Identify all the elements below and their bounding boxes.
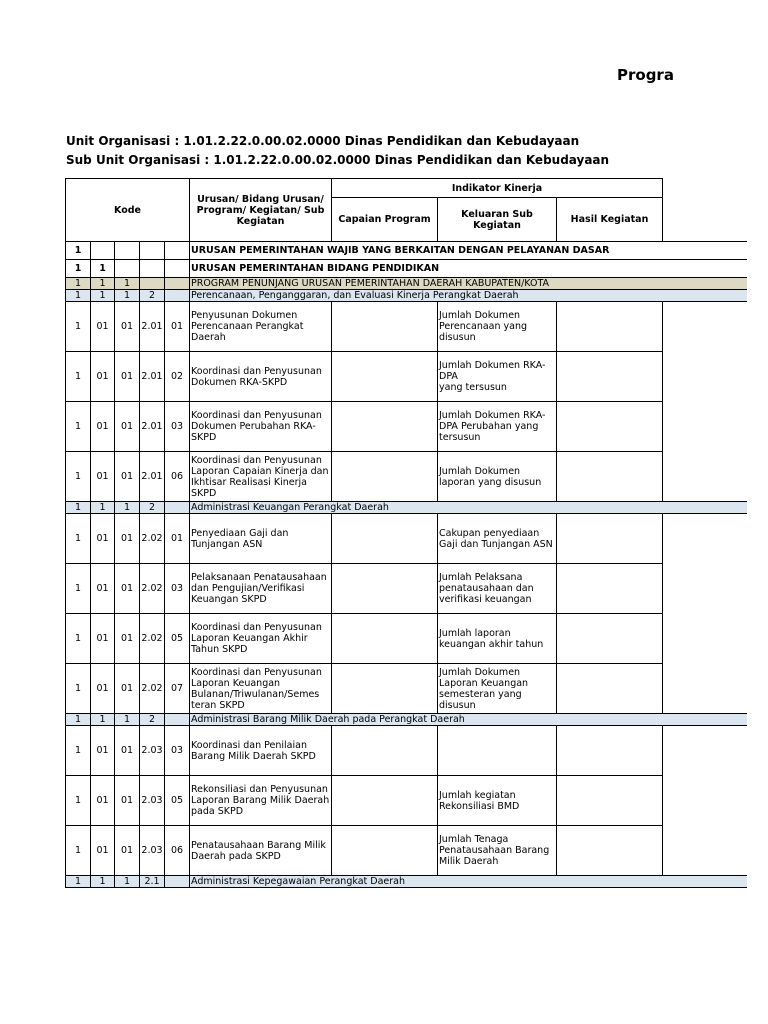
table-row-kegiatan [66, 776, 747, 826]
capaian-program-cell [332, 564, 438, 614]
hasil-kegiatan-cell [557, 664, 663, 714]
sub-kegiatan-name-cell: Penyusunan Dokumen Perencanaan Perangkat Daerah [190, 302, 332, 352]
header-urusan: Urusan/ Bidang Urusan/ Program/ Kegiatan/ Sub Kegiatan [190, 179, 332, 242]
keluaran-sub-kegiatan-cell: Cakupan penyediaan Gaji dan Tunjangan ASN [438, 514, 557, 564]
sub-kegiatan-name-cell: Koordinasi dan Penyusunan Dokumen RKA-SKPD [190, 352, 332, 402]
kode-program-cell: 01 [115, 352, 140, 402]
kode-kegiatan-cell: 2.01 [140, 402, 165, 452]
kode-urusan-cell: 1 [66, 242, 91, 260]
kode-urusan-cell: 1 [66, 502, 91, 514]
capaian-program-cell [332, 452, 438, 502]
kode-bidang-cell: 01 [91, 614, 115, 664]
kode-sub-kegiatan-cell: 07 [165, 664, 190, 714]
program-name-cell: PROGRAM PENUNJANG URUSAN PEMERINTAHAN DAERAH KABUPATEN/KOTA [190, 278, 747, 290]
kode-sub-kegiatan-cell [165, 714, 190, 726]
program-table-body [66, 242, 747, 888]
capaian-program-cell [332, 514, 438, 564]
capaian-program-cell [332, 352, 438, 402]
kode-urusan-cell: 1 [66, 514, 91, 564]
kode-program-cell: 1 [115, 714, 140, 726]
sub-kegiatan-name-cell: Rekonsiliasi dan Penyusunan Laporan Barang Milik Daerah pada SKPD [190, 776, 332, 826]
hasil-kegiatan-cell [557, 302, 663, 352]
capaian-program-cell [332, 302, 438, 352]
kode-bidang-cell: 1 [91, 278, 115, 290]
kode-bidang-cell: 01 [91, 726, 115, 776]
kode-bidang-cell: 01 [91, 352, 115, 402]
header-keluaran-sub-kegiatan: Keluaran Sub Kegiatan [438, 198, 557, 242]
kegiatan-name-cell: Administrasi Kepegawaian Perangkat Daerah [190, 876, 747, 888]
kode-program-cell [115, 242, 140, 260]
keluaran-sub-kegiatan-cell: Jumlah Tenaga Penatausahaan Barang Milik Daerah [438, 826, 557, 876]
kode-kegiatan-cell [140, 278, 165, 290]
kegiatan-name-cell: Perencanaan, Penganggaran, dan Evaluasi Kinerja Perangkat Daerah [190, 290, 747, 302]
table-row-kegiatan [66, 514, 747, 564]
hasil-kegiatan-cell [557, 614, 663, 664]
kode-sub-kegiatan-cell: 01 [165, 302, 190, 352]
table-row-kegiatan [66, 402, 747, 452]
kode-urusan-cell: 1 [66, 876, 91, 888]
capaian-program-cell [332, 826, 438, 876]
capaian-program-cell [332, 664, 438, 714]
hasil-kegiatan-cell [557, 452, 663, 502]
hasil-kegiatan-cell [557, 402, 663, 452]
sub-kegiatan-name-cell: Koordinasi dan Penyusunan Laporan Keuangan Akhir Tahun SKPD [190, 614, 332, 664]
header-capaian-program: Capaian Program [332, 198, 438, 242]
kode-sub-kegiatan-cell [165, 876, 190, 888]
keluaran-sub-kegiatan-cell: Jumlah Dokumen RKA-DPA Perubahan yang tersusun [438, 402, 557, 452]
kode-program-cell: 1 [115, 278, 140, 290]
kode-kegiatan-cell [140, 260, 165, 278]
keluaran-sub-kegiatan-cell: Jumlah Pelaksana penatausahaan dan verifikasi keuangan [438, 564, 557, 614]
kode-program-cell: 01 [115, 664, 140, 714]
kode-kegiatan-cell: 2.02 [140, 514, 165, 564]
table-row-sub [66, 876, 747, 888]
sub-kegiatan-name-cell: Koordinasi dan Penyusunan Dokumen Perubahan RKA-SKPD [190, 402, 332, 452]
table-row-sub [66, 714, 747, 726]
kode-kegiatan-cell: 2.03 [140, 726, 165, 776]
kode-urusan-cell: 1 [66, 278, 91, 290]
kode-kegiatan-cell: 2.01 [140, 452, 165, 502]
kode-program-cell: 01 [115, 776, 140, 826]
kode-bidang-cell: 01 [91, 826, 115, 876]
keluaran-sub-kegiatan-cell: Jumlah Dokumen Laporan Keuangan semesteran yang disusun [438, 664, 557, 714]
table-row-sub [66, 290, 747, 302]
sub-unit-organisasi-label: Sub Unit Organisasi : 1.01.2.22.0.00.02.0000 Dinas Pendidikan dan Kebudayaan [66, 153, 610, 167]
kode-kegiatan-cell: 2.02 [140, 664, 165, 714]
kode-program-cell: 01 [115, 826, 140, 876]
kode-kegiatan-cell: 2.02 [140, 614, 165, 664]
kode-sub-kegiatan-cell: 06 [165, 452, 190, 502]
kode-urusan-cell: 1 [66, 726, 91, 776]
kode-bidang-cell: 01 [91, 564, 115, 614]
kode-program-cell: 01 [115, 614, 140, 664]
keluaran-sub-kegiatan-cell: Jumlah kegiatan Rekonsiliasi BMD [438, 776, 557, 826]
kode-bidang-cell: 01 [91, 302, 115, 352]
sub-kegiatan-name-cell: Penyediaan Gaji dan Tunjangan ASN [190, 514, 332, 564]
table-row-kegiatan [66, 664, 747, 714]
kode-program-cell: 01 [115, 452, 140, 502]
urusan-name-cell: URUSAN PEMERINTAHAN BIDANG PENDIDIKAN [190, 260, 747, 278]
kode-program-cell: 1 [115, 876, 140, 888]
table-row-kegiatan [66, 614, 747, 664]
kode-kegiatan-cell [140, 242, 165, 260]
kode-urusan-cell: 1 [66, 402, 91, 452]
hasil-kegiatan-cell [557, 826, 663, 876]
kode-kegiatan-cell: 2 [140, 714, 165, 726]
kode-urusan-cell: 1 [66, 260, 91, 278]
kode-kegiatan-cell: 2.1 [140, 876, 165, 888]
sub-kegiatan-name-cell: Koordinasi dan Penilaian Barang Milik Daerah SKPD [190, 726, 332, 776]
kode-sub-kegiatan-cell: 02 [165, 352, 190, 402]
kode-urusan-cell: 1 [66, 302, 91, 352]
keluaran-sub-kegiatan-cell [438, 726, 557, 776]
kode-urusan-cell: 1 [66, 352, 91, 402]
kode-bidang-cell: 01 [91, 452, 115, 502]
kegiatan-name-cell: Administrasi Keuangan Perangkat Daerah [190, 502, 747, 514]
kode-sub-kegiatan-cell [165, 278, 190, 290]
kode-sub-kegiatan-cell [165, 260, 190, 278]
kode-sub-kegiatan-cell [165, 242, 190, 260]
sub-kegiatan-name-cell: Koordinasi dan Penyusunan Laporan Capaian Kinerja dan Ikhtisar Realisasi Kinerja SKPD [190, 452, 332, 502]
kode-urusan-cell: 1 [66, 564, 91, 614]
kode-urusan-cell: 1 [66, 614, 91, 664]
capaian-program-cell [332, 402, 438, 452]
header-kode: Kode [66, 179, 190, 242]
capaian-program-cell [332, 726, 438, 776]
capaian-program-cell [332, 614, 438, 664]
kode-kegiatan-cell: 2.03 [140, 826, 165, 876]
table-row-kegiatan [66, 352, 747, 402]
kode-program-cell: 01 [115, 564, 140, 614]
kode-urusan-cell: 1 [66, 826, 91, 876]
kode-bidang-cell: 01 [91, 514, 115, 564]
hasil-kegiatan-cell [557, 776, 663, 826]
table-row-kegiatan [66, 826, 747, 876]
kode-sub-kegiatan-cell: 01 [165, 514, 190, 564]
kode-kegiatan-cell: 2.02 [140, 564, 165, 614]
kode-bidang-cell: 1 [91, 714, 115, 726]
kode-sub-kegiatan-cell: 05 [165, 776, 190, 826]
kode-urusan-cell: 1 [66, 776, 91, 826]
kode-sub-kegiatan-cell: 03 [165, 726, 190, 776]
document-title: Progra [617, 66, 674, 84]
hasil-kegiatan-cell [557, 514, 663, 564]
kode-sub-kegiatan-cell: 05 [165, 614, 190, 664]
sub-kegiatan-name-cell: Penatausahaan Barang Milik Daerah pada SKPD [190, 826, 332, 876]
kode-program-cell: 01 [115, 514, 140, 564]
table-row-sec [66, 260, 747, 278]
kode-sub-kegiatan-cell: 03 [165, 402, 190, 452]
kode-bidang-cell: 01 [91, 664, 115, 714]
table-row-kegiatan [66, 302, 747, 352]
kode-program-cell [115, 260, 140, 278]
capaian-program-cell [332, 776, 438, 826]
header-indikator-kinerja: Indikator Kinerja [332, 179, 663, 198]
kode-sub-kegiatan-cell: 03 [165, 564, 190, 614]
kode-program-cell: 1 [115, 502, 140, 514]
kode-program-cell: 01 [115, 302, 140, 352]
table-row-sub [66, 502, 747, 514]
keluaran-sub-kegiatan-cell: Jumlah laporan keuangan akhir tahun [438, 614, 557, 664]
kode-program-cell: 1 [115, 290, 140, 302]
kode-kegiatan-cell: 2.03 [140, 776, 165, 826]
hasil-kegiatan-cell [557, 564, 663, 614]
kode-sub-kegiatan-cell [165, 290, 190, 302]
sub-kegiatan-name-cell: Pelaksanaan Penatausahaan dan Pengujian/Verifikasi Keuangan SKPD [190, 564, 332, 614]
table-row-kegiatan [66, 564, 747, 614]
kode-urusan-cell: 1 [66, 664, 91, 714]
urusan-name-cell: URUSAN PEMERINTAHAN WAJIB YANG BERKAITAN DENGAN PELAYANAN DASAR [190, 242, 747, 260]
kode-urusan-cell: 1 [66, 452, 91, 502]
kode-bidang-cell: 01 [91, 402, 115, 452]
kode-sub-kegiatan-cell: 06 [165, 826, 190, 876]
kode-kegiatan-cell: 2 [140, 290, 165, 302]
table-row-prog [66, 278, 747, 290]
table-row-sec [66, 242, 747, 260]
kode-bidang-cell: 01 [91, 776, 115, 826]
kode-program-cell: 01 [115, 402, 140, 452]
sub-kegiatan-name-cell: Koordinasi dan Penyusunan Laporan Keuangan Bulanan/Triwulanan/Semes teran SKPD [190, 664, 332, 714]
kode-urusan-cell: 1 [66, 290, 91, 302]
kode-bidang-cell: 1 [91, 876, 115, 888]
kode-bidang-cell: 1 [91, 260, 115, 278]
program-table [65, 178, 747, 888]
keluaran-sub-kegiatan-cell: Jumlah Dokumen laporan yang disusun [438, 452, 557, 502]
kode-bidang-cell: 1 [91, 290, 115, 302]
keluaran-sub-kegiatan-cell: Jumlah Dokumen RKA-DPA yang tersusun [438, 352, 557, 402]
kode-bidang-cell [91, 242, 115, 260]
kode-bidang-cell: 1 [91, 502, 115, 514]
hasil-kegiatan-cell [557, 352, 663, 402]
kode-kegiatan-cell: 2.01 [140, 352, 165, 402]
kode-urusan-cell: 1 [66, 714, 91, 726]
kode-kegiatan-cell: 2 [140, 502, 165, 514]
keluaran-sub-kegiatan-cell: Jumlah Dokumen Perencanaan yang disusun [438, 302, 557, 352]
kode-sub-kegiatan-cell [165, 502, 190, 514]
kegiatan-name-cell: Administrasi Barang Milik Daerah pada Perangkat Daerah [190, 714, 747, 726]
table-row-kegiatan [66, 452, 747, 502]
hasil-kegiatan-cell [557, 726, 663, 776]
kode-kegiatan-cell: 2.01 [140, 302, 165, 352]
unit-organisasi-label: Unit Organisasi : 1.01.2.22.0.00.02.0000 Dinas Pendidikan dan Kebudayaan [66, 134, 580, 148]
kode-program-cell: 01 [115, 726, 140, 776]
header-hasil-kegiatan: Hasil Kegiatan [557, 198, 663, 242]
table-row-kegiatan [66, 726, 747, 776]
